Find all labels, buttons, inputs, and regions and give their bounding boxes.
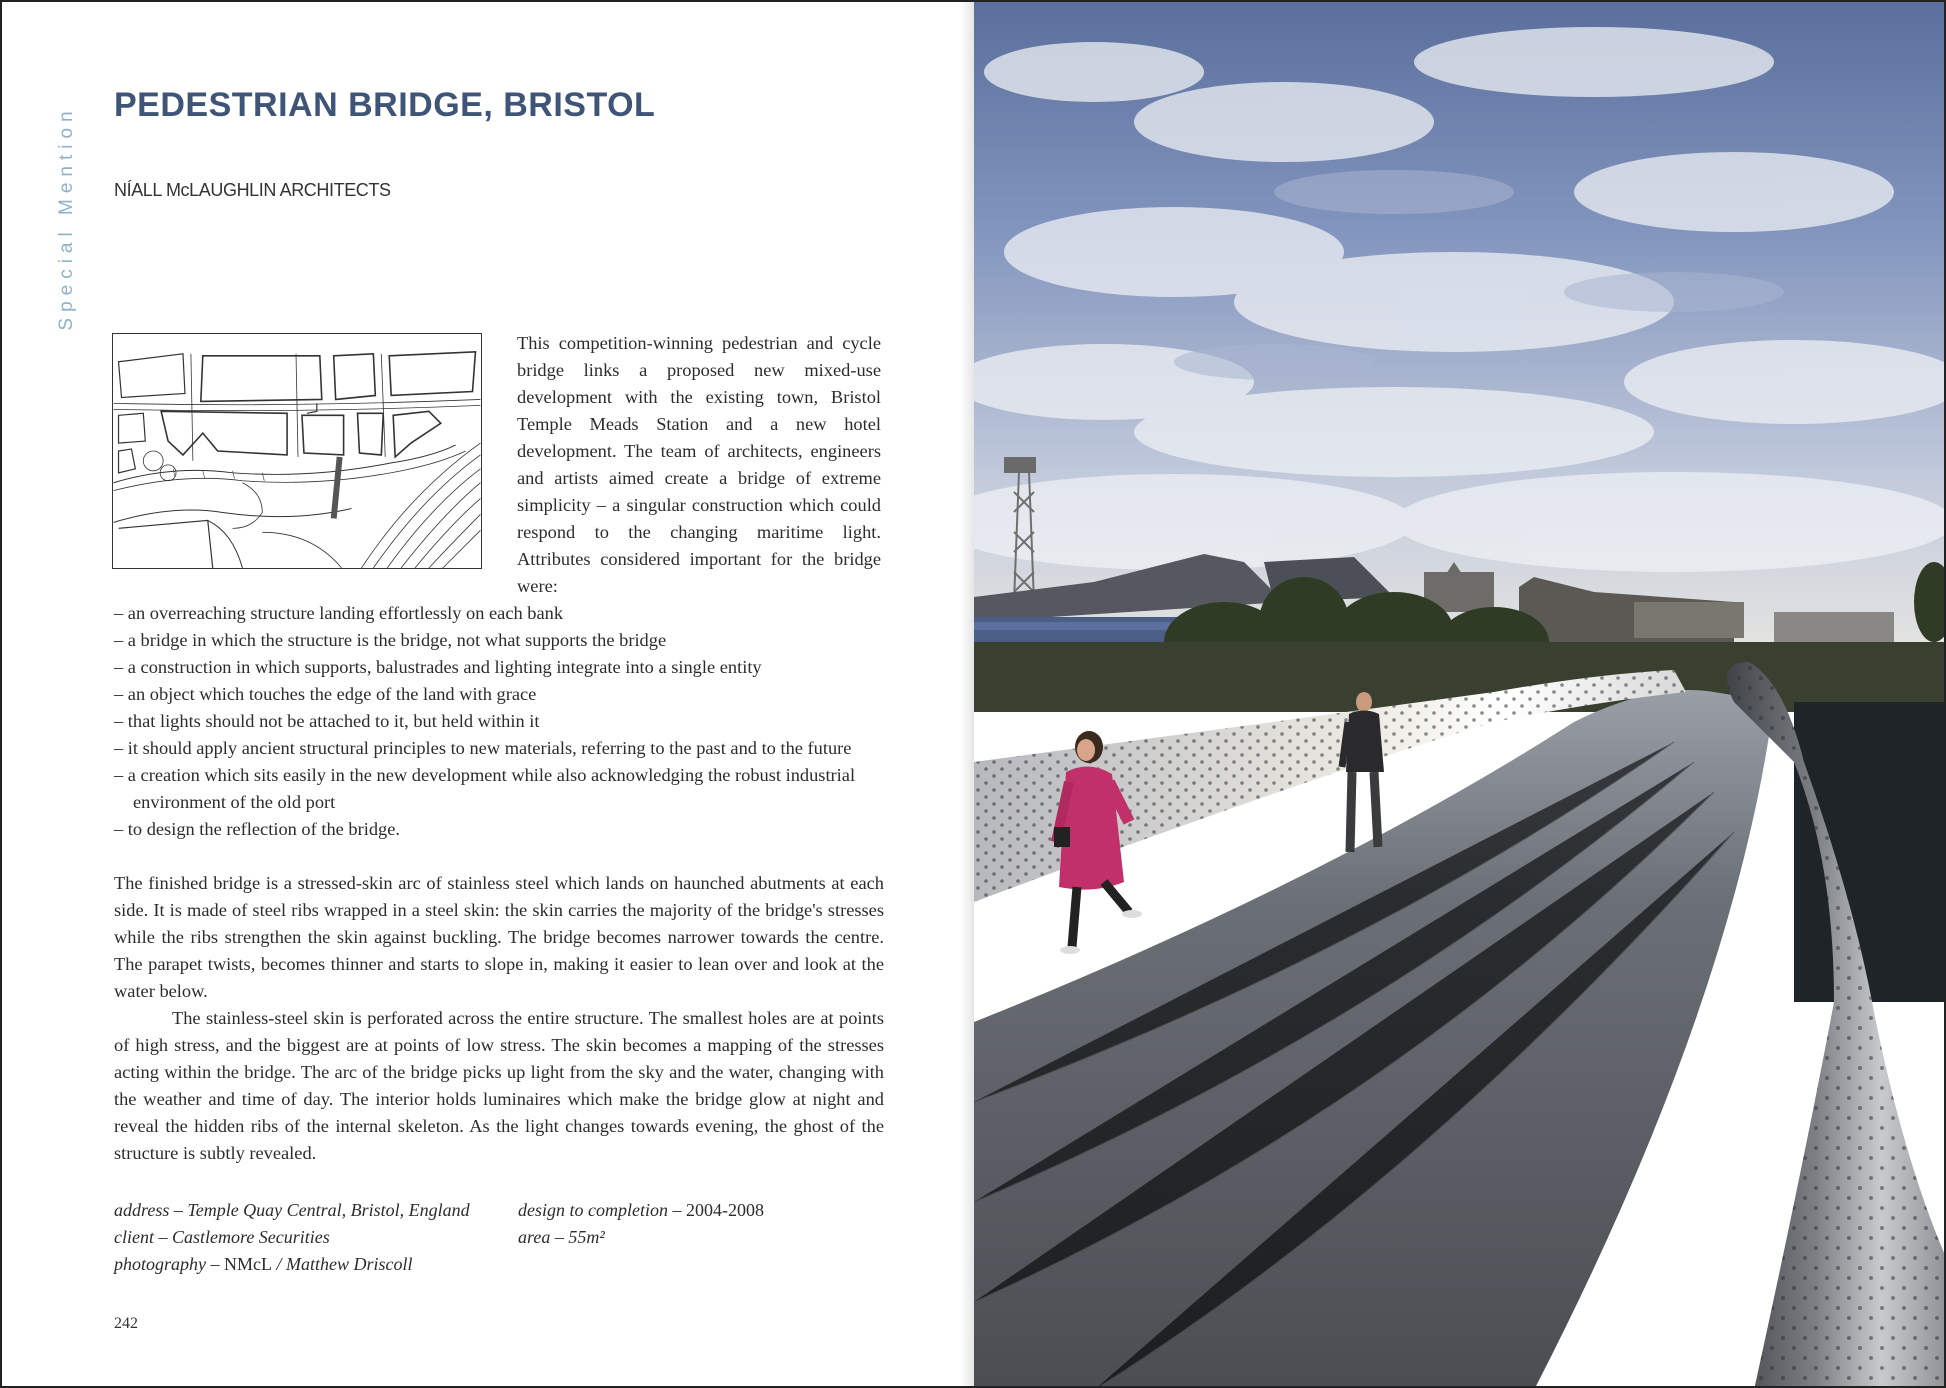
body-paragraph: The stainless-steel skin is perforated across the entire structure. The smallest holes are at points of high stress, and the biggest are at points of low stress. The skin becomes a mapping of the stresses acting within the bridge. The arc of the bridge picks up light from the sky and the water, changing with the weather and time of day. The interior holds luminaires which make the bridge glow at night and reveal the hidden ribs of the internal skeleton. As the light changes towards evening, the ghost of the structure is subtly revealed. <box>114 1008 884 1163</box>
credit-label: photography – <box>114 1254 220 1274</box>
credit-label: design to completion – <box>518 1200 682 1220</box>
left-page <box>2 2 974 1388</box>
credit-label: area – <box>518 1227 564 1247</box>
credit-photography <box>114 1251 470 1278</box>
site-plan-drawing <box>112 333 482 569</box>
credit-value: 55m² <box>568 1227 605 1247</box>
body-text <box>114 870 884 1167</box>
credit-label: client – <box>114 1227 168 1247</box>
credit-value: / Matthew Driscoll <box>276 1254 413 1274</box>
credit-area <box>518 1224 764 1251</box>
list-item: – a creation which sits easily in the new development while also acknowledging the robust industrial environment of the old port <box>114 765 856 812</box>
list-item: – to design the reflection of the bridge. <box>114 819 400 839</box>
attributes-list <box>114 600 884 843</box>
credit-value: Castlemore Securities <box>171 1227 330 1247</box>
list-item: – an object which touches the edge of the land with grace <box>114 684 537 704</box>
section-label-text: Special Mention <box>56 105 77 331</box>
page-number: 242 <box>114 1315 138 1332</box>
credits-left-column <box>114 1197 470 1278</box>
list-item: – that lights should not be attached to it, but held within it <box>114 711 540 731</box>
credit-value: 2004-2008 <box>685 1200 764 1220</box>
architect-name: NÍALL McLAUGHLIN ARCHITECTS <box>114 180 391 200</box>
credit-value: Temple Quay Central, Bristol, England <box>187 1200 470 1220</box>
list-item: – a construction in which supports, balustrades and lighting integrate into a single entity <box>114 657 762 677</box>
credit-label: address – <box>114 1200 183 1220</box>
intro-paragraph: This competition-winning pedestrian and cycle bridge links a proposed new mixed-use development with the existing town, Bristol Temple Meads Station and a new hotel development. The team of architects, engineers and artists aimed create a bridge of extreme simplicity – a singular construction which could respond to the changing maritime light. Attributes considered important for the bridge were: <box>517 333 881 596</box>
bridge-photograph <box>974 2 1946 1388</box>
list-item: – a bridge in which the structure is the bridge, not what supports the bridge <box>114 630 667 650</box>
section-label <box>52 98 82 338</box>
list-item: – it should apply ancient structural principles to new materials, referring to the past and to the future <box>114 738 852 758</box>
credit-design <box>518 1197 764 1224</box>
credit-client <box>114 1224 470 1251</box>
page-title: PEDESTRIAN BRIDGE, BRISTOL <box>114 86 656 124</box>
credit-value: NMcL <box>224 1254 272 1274</box>
credit-address <box>114 1197 470 1224</box>
page-gutter <box>960 2 974 1388</box>
credits-right-column <box>518 1197 764 1251</box>
list-item: – an overreaching structure landing effortlessly on each bank <box>114 603 564 623</box>
body-paragraph: The finished bridge is a stressed-skin arc of stainless steel which lands on haunched abutments at each side. It is made of steel ribs wrapped in a steel skin: the skin carries the majority of the bridge's stresses while the ribs strengthen the skin against buckling. The bridge becomes narrower towards the centre. The parapet twists, becomes thinner and starts to slope in, making it easier to lean over and look at the water below. <box>114 873 884 1001</box>
